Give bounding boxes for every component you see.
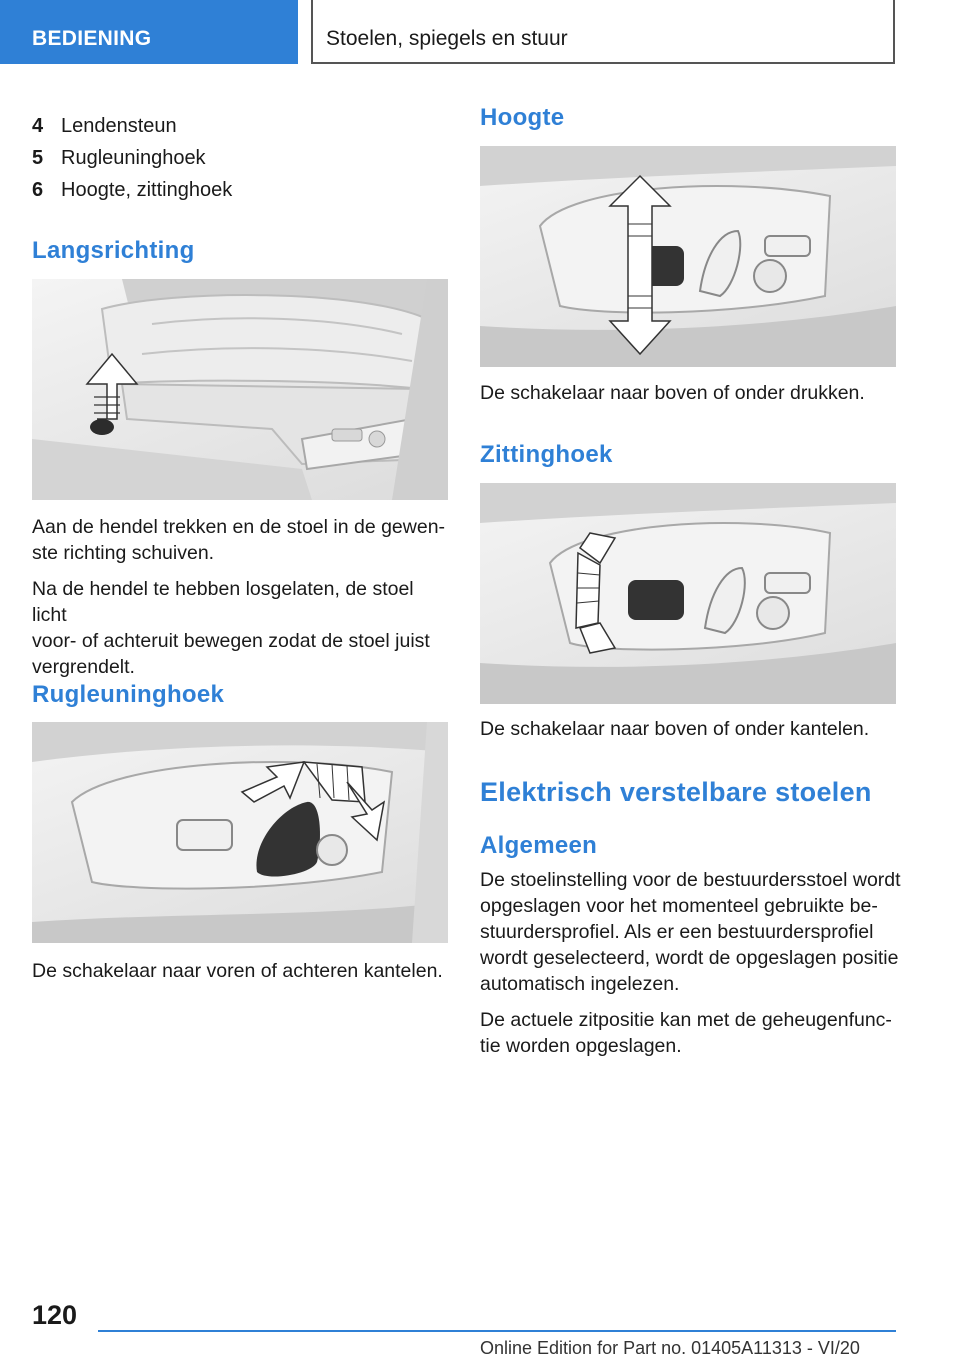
paragraph-line: voor- of achteruit bewegen zodat de stoel juist <box>32 630 430 652</box>
list-number: 4 <box>32 115 44 137</box>
heading-hoogte: Hoogte <box>480 104 565 131</box>
paragraph-line: De actuele zitpositie kan met de geheugenfunc- <box>480 1009 892 1031</box>
elektrisch-text <box>480 867 905 1059</box>
paragraph-line: tie worden opgeslagen. <box>480 1035 682 1057</box>
list-label: Rugleuninghoek <box>61 147 206 169</box>
hoogte-caption: De schakelaar naar boven of onder drukken. <box>480 382 865 404</box>
rugleuninghoek-caption: De schakelaar naar voren of achteren kantelen. <box>32 960 443 982</box>
heading-langsrichting: Langsrichting <box>32 237 195 264</box>
heading-rugleuninghoek: Rugleuninghoek <box>32 681 225 708</box>
edition-text: Online Edition for Part no. 01405A11313 - VI/20 <box>480 1338 860 1358</box>
paragraph-line: Aan de hendel trekken en de stoel in de gewen- <box>32 516 446 538</box>
paragraph-line: Na de hendel te hebben losgelaten, de stoel licht <box>32 578 414 626</box>
heading-elektrisch: Elektrisch verstelbare stoelen <box>480 777 872 807</box>
list-number: 6 <box>32 179 44 201</box>
chapter-title: Stoelen, spiegels en stuur <box>326 27 568 50</box>
list-number: 5 <box>32 147 44 169</box>
paragraph-line: stuurdersprofiel. Als er een bestuurdersprofiel <box>480 921 874 943</box>
chapter-header <box>311 0 895 64</box>
section-title: BEDIENING <box>32 27 152 50</box>
list-item <box>32 110 448 142</box>
page-number: 120 <box>32 1300 78 1330</box>
heading-zittinghoek: Zittinghoek <box>480 441 613 468</box>
paragraph-line: automatisch ingelezen. <box>480 973 680 995</box>
list-label: Lendensteun <box>61 115 177 137</box>
section-tab <box>0 0 298 64</box>
list-item <box>32 142 448 174</box>
list-item <box>32 174 448 206</box>
list-label: Hoogte, zittinghoek <box>61 179 233 201</box>
seat-longitudinal-illustration <box>32 279 448 500</box>
paragraph-line: opgeslagen voor het momenteel gebruikte be- <box>480 895 878 917</box>
subheading-algemeen: Algemeen <box>480 832 598 859</box>
height-switch-illustration <box>480 146 896 367</box>
paragraph-line: wordt geselecteerd, wordt de opgeslagen positie <box>480 947 899 969</box>
backrest-angle-illustration <box>32 722 448 943</box>
paragraph-line: ste richting schuiven. <box>32 542 215 564</box>
legend-list <box>32 110 448 206</box>
seat-angle-switch-illustration <box>480 483 896 704</box>
paragraph-line: vergrendelt. <box>32 656 135 678</box>
langsrichting-text <box>32 514 452 680</box>
footer-divider <box>98 1330 896 1332</box>
zittinghoek-caption: De schakelaar naar boven of onder kantelen. <box>480 718 870 740</box>
paragraph-line: De stoelinstelling voor de bestuurdersstoel wordt <box>480 869 901 891</box>
left-column <box>32 110 448 206</box>
